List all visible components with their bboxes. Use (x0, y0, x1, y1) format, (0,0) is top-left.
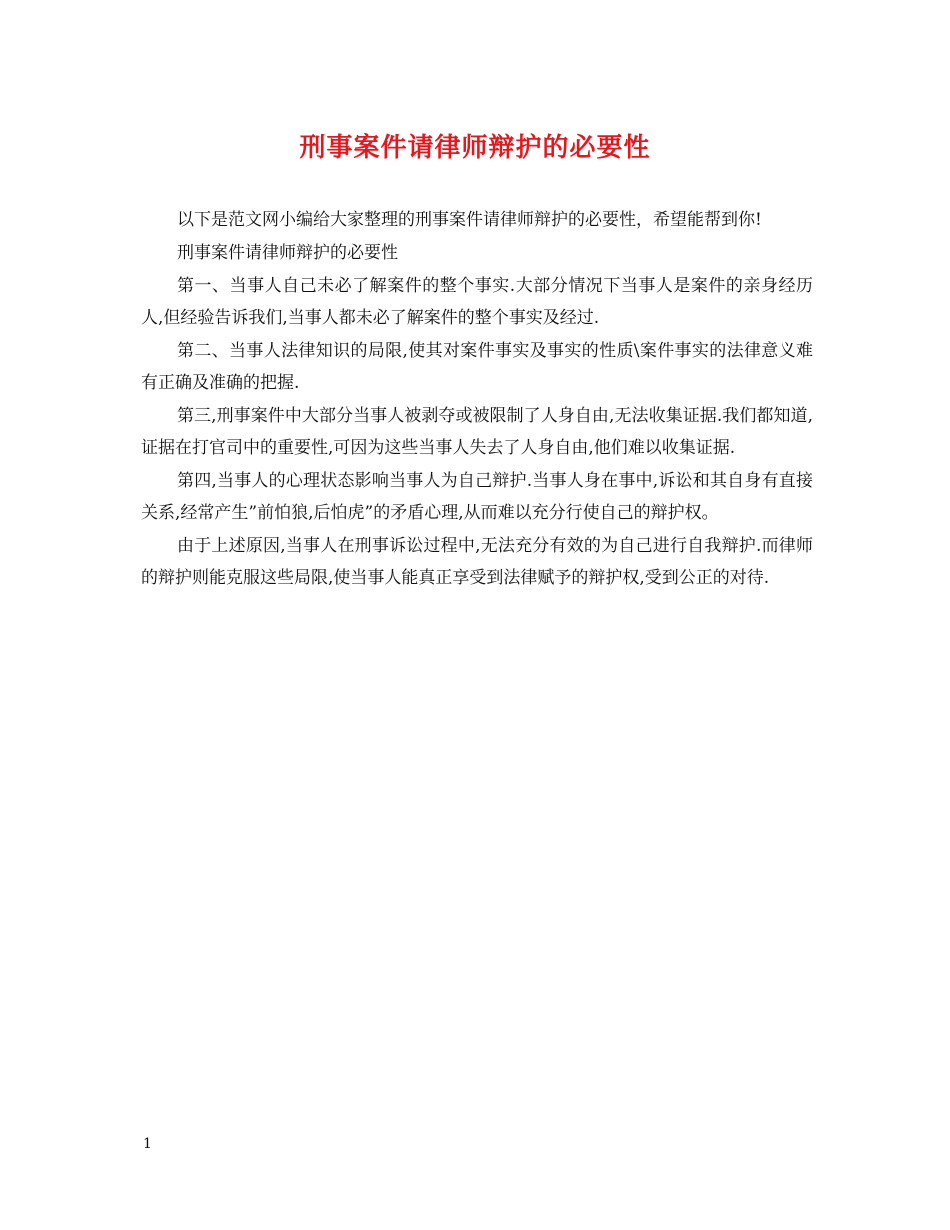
page-number: 1 (143, 1136, 152, 1152)
point-one-paragraph: 第一、当事人自己未必了解案件的整个事实.大部分情况下当事人是案件的亲身经历人,但经验告诉我们,当事人都未必了解案件的整个事实及经过. (141, 276, 813, 328)
point-two-paragraph: 第二、当事人法律知识的局限,使其对案件事实及事实的性质\案件事实的法律意义难有正确及准确的把握. (141, 341, 813, 393)
document-body (141, 204, 813, 595)
point-three-paragraph: 第三,刑事案件中大部分当事人被剥夺或被限制了人身自由,无法收集证据.我们都知道,证据在打官司中的重要性,可因为这些当事人失去了人身自由,他们难以收集证据. (141, 406, 813, 458)
intro-paragraph: 以下是范文网小编给大家整理的刑事案件请律师辩护的必要性，希望能帮到你! (177, 210, 762, 230)
subheading-paragraph: 刑事案件请律师辩护的必要性 (177, 243, 398, 263)
point-four-paragraph: 第四,当事人的心理状态影响当事人为自己辩护.当事人身在事中,诉讼和其自身有直接关系,经常产生”前怕狼,后怕虎”的矛盾心理,从而难以充分行使自己的辩护权。 (141, 471, 813, 523)
conclusion-paragraph: 由于上述原因,当事人在刑事诉讼过程中,无法充分有效的为自己进行自我辩护.而律师的辩护则能克服这些局限,使当事人能真正享受到法律赋予的辩护权,受到公正的对待. (141, 536, 813, 588)
document-title: 刑事案件请律师辩护的必要性 (299, 133, 651, 163)
